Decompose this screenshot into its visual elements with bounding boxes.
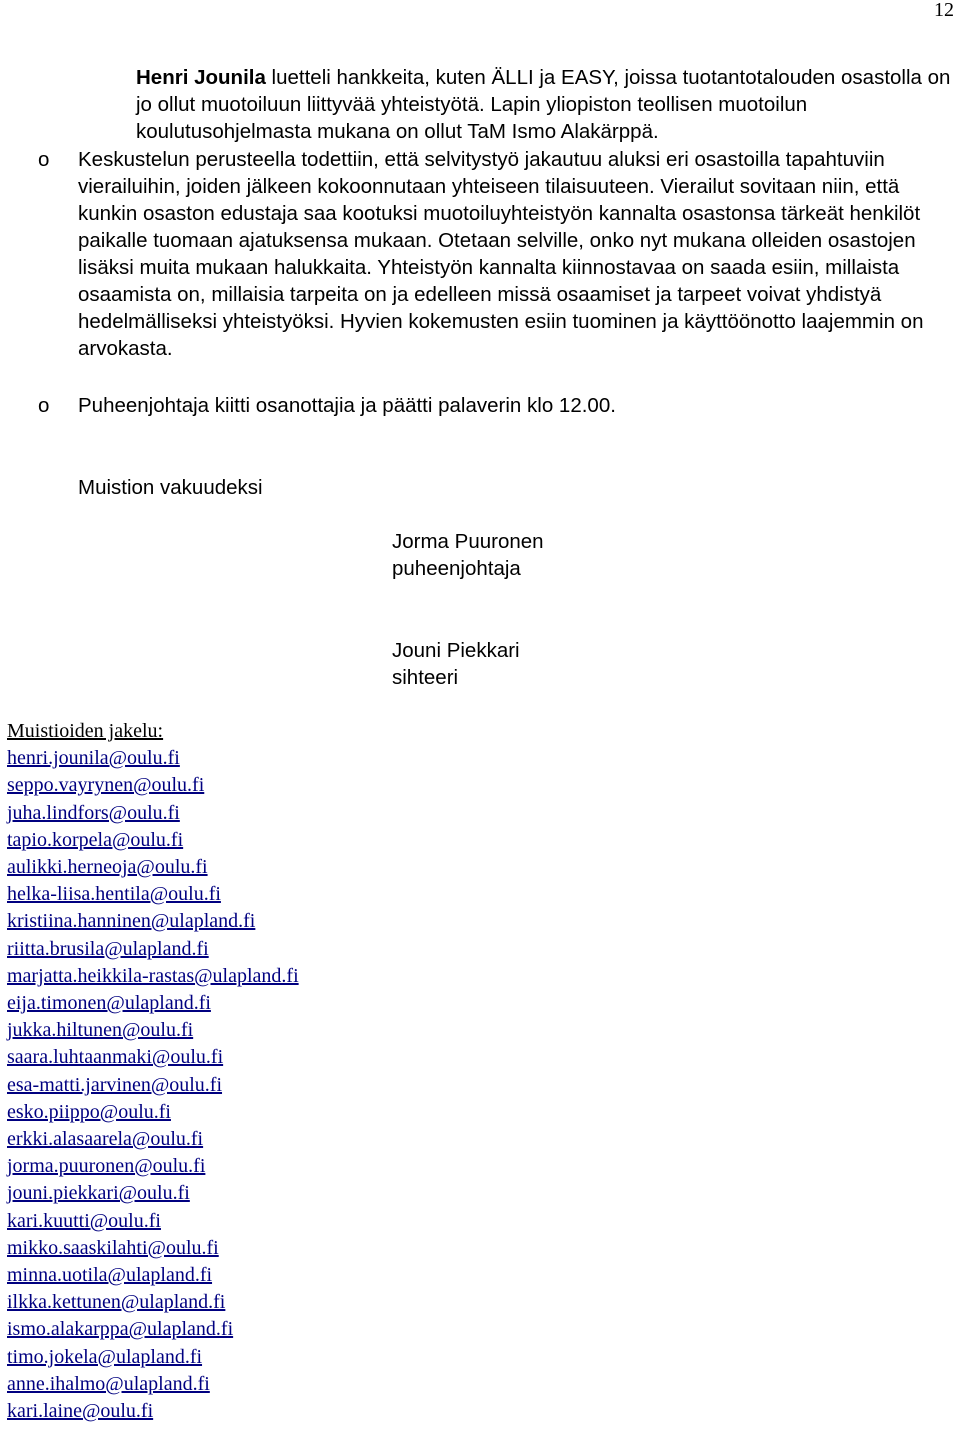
- email-list-item: [7, 1044, 299, 1071]
- email-link[interactable]: ismo.alakarppa@ulapland.fi: [7, 1318, 234, 1341]
- email-list-item: [7, 1262, 299, 1289]
- email-list-item: [7, 1180, 299, 1207]
- email-link[interactable]: juha.lindfors@oulu.fi: [7, 801, 180, 824]
- email-link[interactable]: timo.jokela@ulapland.fi: [7, 1345, 203, 1368]
- email-list-item: [7, 1153, 299, 1180]
- email-list-item: [7, 1371, 299, 1398]
- email-link[interactable]: eija.timonen@ulapland.fi: [7, 992, 211, 1015]
- email-list-item: [7, 1099, 299, 1126]
- speaker-name: Henri Jounila: [136, 66, 266, 89]
- email-link[interactable]: jorma.puuronen@oulu.fi: [7, 1155, 206, 1178]
- email-link[interactable]: helka-liisa.hentila@oulu.fi: [7, 883, 221, 906]
- email-link[interactable]: anne.ihalmo@ulapland.fi: [7, 1372, 210, 1395]
- page-number: 12: [934, 0, 954, 21]
- email-list-item: [7, 1017, 299, 1044]
- email-list-item: [7, 908, 299, 935]
- email-link[interactable]: jouni.piekkari@oulu.fi: [7, 1182, 190, 1205]
- bullet-text: Puheenjohtaja kiitti osanottajia ja päätti palaverin klo 12.00.: [78, 394, 616, 417]
- email-list-item: [7, 772, 299, 799]
- email-link[interactable]: aulikki.herneoja@oulu.fi: [7, 856, 208, 879]
- email-list-item: [7, 1316, 299, 1343]
- signer-chair: [392, 528, 544, 582]
- distribution-list: [7, 718, 299, 1425]
- email-link[interactable]: marjatta.heikkila-rastas@ulapland.fi: [7, 964, 299, 987]
- email-list-item: [7, 1289, 299, 1316]
- email-list-item: [7, 827, 299, 854]
- signer-name: Jouni Piekkari: [392, 639, 520, 662]
- distribution-title: Muistioiden jakelu:: [7, 720, 164, 742]
- email-list-item: [7, 1344, 299, 1371]
- bullet-item: [0, 392, 960, 422]
- email-list-item: [7, 800, 299, 827]
- bullet-item: [0, 146, 960, 396]
- email-link[interactable]: saara.luhtaanmaki@oulu.fi: [7, 1046, 224, 1069]
- intro-text: luetteli hankkeita, kuten ÄLLI ja EASY, joissa tuotantotalouden osastolla on jo ollut muotoiluun liittyvää yhteistyötä. Lapin yliopiston teollisen muotoilun koulutusohjelmasta mukana on ollut TaM Ismo Alakärppä.: [136, 66, 951, 143]
- email-list-item: [7, 1072, 299, 1099]
- signer-secretary: [392, 637, 520, 691]
- email-link[interactable]: minna.uotila@ulapland.fi: [7, 1264, 213, 1287]
- signer-name: Jorma Puuronen: [392, 530, 544, 553]
- email-link[interactable]: henri.jounila@oulu.fi: [7, 747, 180, 770]
- email-list-item: [7, 745, 299, 772]
- bullet-marker-icon: o: [38, 394, 50, 417]
- email-link[interactable]: kari.kuutti@oulu.fi: [7, 1209, 161, 1232]
- email-link[interactable]: seppo.vayrynen@oulu.fi: [7, 774, 205, 797]
- email-link[interactable]: kari.laine@oulu.fi: [7, 1400, 154, 1423]
- email-list-item: [7, 963, 299, 990]
- email-list-item: [7, 1235, 299, 1262]
- email-list-item: [7, 1208, 299, 1235]
- bullet-marker-icon: o: [38, 148, 50, 171]
- email-link[interactable]: ilkka.kettunen@ulapland.fi: [7, 1291, 226, 1314]
- signer-role: sihteeri: [392, 666, 459, 689]
- email-list-item: [7, 854, 299, 881]
- email-link[interactable]: erkki.alasaarela@oulu.fi: [7, 1128, 204, 1151]
- email-link[interactable]: esa-matti.jarvinen@oulu.fi: [7, 1073, 223, 1096]
- email-list: [7, 745, 299, 1425]
- intro-paragraph: [136, 64, 956, 145]
- email-link[interactable]: riitta.brusila@ulapland.fi: [7, 937, 209, 960]
- closing-phrase: Muistion vakuudeksi: [78, 476, 263, 499]
- email-list-item: [7, 881, 299, 908]
- email-list-item: [7, 1398, 299, 1425]
- email-list-item: [7, 936, 299, 963]
- signer-role: puheenjohtaja: [392, 557, 521, 580]
- email-link[interactable]: mikko.saaskilahti@oulu.fi: [7, 1236, 219, 1259]
- email-link[interactable]: tapio.korpela@oulu.fi: [7, 828, 184, 851]
- email-list-item: [7, 1126, 299, 1153]
- email-list-item: [7, 990, 299, 1017]
- email-link[interactable]: jukka.hiltunen@oulu.fi: [7, 1019, 194, 1042]
- email-link[interactable]: esko.piippo@oulu.fi: [7, 1100, 171, 1123]
- email-link[interactable]: kristiina.hanninen@ulapland.fi: [7, 910, 256, 933]
- bullet-text: Keskustelun perusteella todettiin, että selvitystyö jakautuu aluksi eri osastoilla tapahtuviin vierailuihin, joiden jälkeen kokoonnutaan yhteiseen tilaisuuteen. Vierailut sovitaan niin, että kunkin osaston edustaja saa kootuksi muotoiluyhteistyön kannalta osastonsa tärkeät henkilöt paikalle tuomaan ajatuksensa mukaan. Otetaan selville, onko nyt mukana olleiden osastojen lisäksi muita mukaan halukkaita. Yhteistyön kannalta kiinnostavaa on saada esiin, millaista osaamista on, millaisia tarpeita on ja edelleen missä osaamiset ja tarpeet voivat yhdistyä hedelmälliseksi yhteistyöksi. Hyvien kokemusten esiin tuominen ja käyttöönotto laajemmin on arvokasta.: [78, 148, 924, 360]
